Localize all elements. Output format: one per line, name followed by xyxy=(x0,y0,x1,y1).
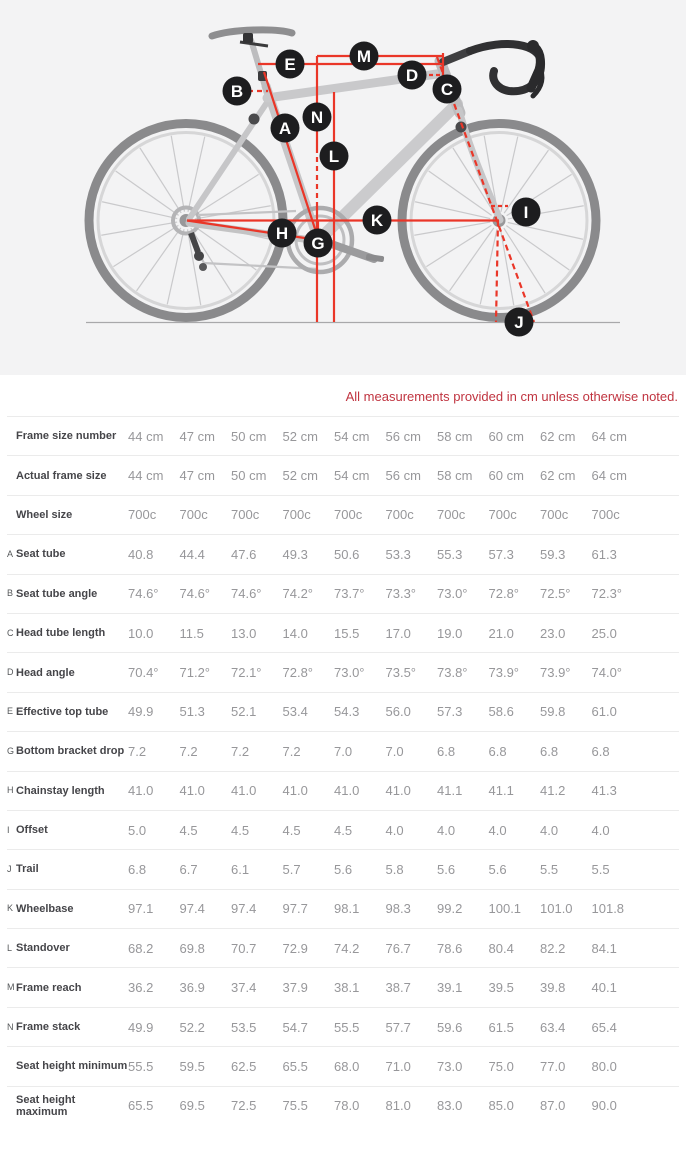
cell-value: 41.2 xyxy=(540,783,566,799)
cell-value: 56.0 xyxy=(385,704,411,720)
row-label: Trail xyxy=(16,863,39,876)
cell-value: 73.0 xyxy=(437,1058,463,1074)
cell-value: 68.2 xyxy=(128,940,154,956)
cell-value: 98.3 xyxy=(385,901,411,917)
svg-text:I: I xyxy=(523,203,529,222)
svg-text:C: C xyxy=(440,80,454,99)
cell-value: 40.1 xyxy=(591,980,617,996)
svg-text:G: G xyxy=(311,234,325,253)
diagram-label-K xyxy=(363,206,392,235)
cell-value: 74.6° xyxy=(128,586,159,602)
row-letter: K xyxy=(7,903,14,914)
cell-value: 74.2 xyxy=(334,940,360,956)
row-label: Effective top tube xyxy=(16,705,109,718)
row-letter: C xyxy=(7,627,14,638)
row-letter: B xyxy=(7,588,14,599)
cell-value: 5.8 xyxy=(385,861,404,877)
cell-value: 53.3 xyxy=(385,546,411,562)
cell-value: 59.5 xyxy=(179,1058,205,1074)
table-row xyxy=(7,1007,679,1046)
cell-value: 81.0 xyxy=(385,1098,411,1114)
cell-value: 39.8 xyxy=(540,980,566,996)
table-row xyxy=(7,849,679,888)
cell-value: 47.6 xyxy=(231,546,257,562)
cell-value: 54 cm xyxy=(334,468,370,484)
cell-value: 80.0 xyxy=(591,1058,617,1074)
row-header xyxy=(7,470,128,482)
cell-value: 5.5 xyxy=(591,861,610,877)
diagram-label-N xyxy=(303,103,332,132)
cell-value: 15.5 xyxy=(334,625,360,641)
cell-value: 700c xyxy=(128,507,157,523)
cell-value: 6.7 xyxy=(179,861,198,877)
cell-value: 52.1 xyxy=(231,704,257,720)
cell-value: 97.4 xyxy=(231,901,257,917)
diagram-label-J xyxy=(505,308,534,337)
cell-value: 7.2 xyxy=(179,743,198,759)
table-row xyxy=(7,652,679,691)
row-label: Standover xyxy=(16,942,70,955)
svg-text:N: N xyxy=(310,108,324,127)
cell-value: 5.6 xyxy=(334,861,353,877)
cell-value: 700c xyxy=(334,507,363,523)
cell-value: 4.0 xyxy=(591,822,610,838)
cell-value: 72.9 xyxy=(282,940,308,956)
row-label: Bottom bracket drop xyxy=(16,745,125,758)
row-header xyxy=(7,1094,128,1118)
row-letter: A xyxy=(7,548,14,559)
row-header xyxy=(7,785,128,797)
cell-value: 4.0 xyxy=(437,822,456,838)
table-row xyxy=(7,495,679,534)
cell-value: 4.5 xyxy=(334,822,353,838)
cell-value: 39.1 xyxy=(437,980,463,996)
cell-value: 41.0 xyxy=(128,783,154,799)
cell-value: 41.0 xyxy=(334,783,360,799)
cell-value: 38.1 xyxy=(334,980,360,996)
cell-value: 63.4 xyxy=(540,1019,566,1035)
row-label: Head angle xyxy=(16,666,75,679)
cell-value: 58 cm xyxy=(437,468,473,484)
svg-text:M: M xyxy=(356,47,372,66)
cell-value: 47 cm xyxy=(179,428,215,444)
row-label: Wheel size xyxy=(16,508,73,521)
svg-text:E: E xyxy=(284,55,296,74)
cell-value: 57.7 xyxy=(385,1019,411,1035)
svg-text:B: B xyxy=(230,82,244,101)
cell-value: 71.0 xyxy=(385,1058,411,1074)
cell-value: 75.0 xyxy=(488,1058,514,1074)
cell-value: 62 cm xyxy=(540,468,576,484)
cell-value: 23.0 xyxy=(540,625,566,641)
cell-value: 6.8 xyxy=(488,743,507,759)
row-letter: J xyxy=(7,863,12,874)
cell-value: 60 cm xyxy=(488,468,524,484)
cell-value: 21.0 xyxy=(488,625,514,641)
cell-value: 7.0 xyxy=(334,743,353,759)
cell-value: 700c xyxy=(231,507,260,523)
cell-value: 65.5 xyxy=(282,1058,308,1074)
cell-value: 78.6 xyxy=(437,940,463,956)
cell-value: 49.9 xyxy=(128,704,154,720)
cell-value: 100.1 xyxy=(488,901,522,917)
cell-value: 52.2 xyxy=(179,1019,205,1035)
cell-value: 6.1 xyxy=(231,861,250,877)
row-label: Offset xyxy=(16,824,48,837)
cell-value: 38.7 xyxy=(385,980,411,996)
cell-value: 4.5 xyxy=(282,822,301,838)
cell-value: 78.0 xyxy=(334,1098,360,1114)
cell-value: 59.8 xyxy=(540,704,566,720)
diagram-label-I xyxy=(512,198,541,227)
cell-value: 7.2 xyxy=(231,743,250,759)
row-letter: L xyxy=(7,942,13,953)
cell-value: 5.5 xyxy=(540,861,559,877)
cell-value: 61.3 xyxy=(591,546,617,562)
cell-value: 41.1 xyxy=(437,783,463,799)
cell-value: 19.0 xyxy=(437,625,463,641)
row-label: Actual frame size xyxy=(16,469,107,482)
cell-value: 60 cm xyxy=(488,428,524,444)
bike-geometry-diagram xyxy=(0,0,686,375)
diagram-label-B xyxy=(223,77,252,106)
cell-value: 6.8 xyxy=(128,861,147,877)
diagram-label-D xyxy=(398,61,427,90)
row-header xyxy=(7,1021,128,1033)
cell-value: 77.0 xyxy=(540,1058,566,1074)
cell-value: 74.0° xyxy=(591,665,623,681)
cell-value: 54.7 xyxy=(282,1019,308,1035)
cell-value: 57.3 xyxy=(437,704,463,720)
cell-value: 99.2 xyxy=(437,901,463,917)
row-letter: M xyxy=(7,982,15,993)
cell-value: 36.9 xyxy=(179,980,205,996)
cell-value: 5.6 xyxy=(437,861,456,877)
cell-value: 4.5 xyxy=(231,822,250,838)
row-letter: E xyxy=(7,706,14,717)
row-label: Chainstay length xyxy=(16,784,105,797)
cell-value: 73.5° xyxy=(385,665,417,681)
cell-value: 55.5 xyxy=(334,1019,360,1035)
cell-value: 41.0 xyxy=(179,783,205,799)
cell-value: 70.4° xyxy=(128,665,159,681)
cell-value: 10.0 xyxy=(128,625,154,641)
cell-value: 36.2 xyxy=(128,980,154,996)
row-label: Seat tube angle xyxy=(16,587,98,600)
cell-value: 56 cm xyxy=(385,428,421,444)
row-label: Seat tube xyxy=(16,548,66,561)
cell-value: 49.9 xyxy=(128,1019,154,1035)
cell-value: 97.7 xyxy=(282,901,308,917)
cell-value: 74.6° xyxy=(179,586,211,602)
cell-value: 44 cm xyxy=(128,468,164,484)
row-letter: N xyxy=(7,1021,14,1032)
cell-value: 39.5 xyxy=(488,980,514,996)
cell-value: 59.6 xyxy=(437,1019,463,1035)
row-header xyxy=(7,548,128,560)
cell-value: 62.5 xyxy=(231,1058,257,1074)
svg-text:K: K xyxy=(370,211,384,230)
cell-value: 44 cm xyxy=(128,428,164,444)
cell-value: 97.4 xyxy=(179,901,205,917)
row-header xyxy=(7,706,128,718)
cell-value: 49.3 xyxy=(282,546,308,562)
row-header xyxy=(7,509,128,521)
cell-value: 700c xyxy=(282,507,311,523)
cell-value: 41.0 xyxy=(231,783,257,799)
cell-value: 73.9° xyxy=(488,665,520,681)
cell-value: 37.4 xyxy=(231,980,257,996)
cell-value: 61.0 xyxy=(591,704,617,720)
row-label: Frame reach xyxy=(16,981,82,994)
cell-value: 47 cm xyxy=(179,468,215,484)
cell-value: 41.3 xyxy=(591,783,617,799)
cell-value: 73.0° xyxy=(437,586,468,602)
row-header xyxy=(7,667,128,679)
cell-value: 72.5° xyxy=(540,586,571,602)
table-row xyxy=(7,1086,679,1125)
cell-value: 53.5 xyxy=(231,1019,257,1035)
cell-value: 5.0 xyxy=(128,822,147,838)
cell-value: 70.7 xyxy=(231,940,257,956)
cell-value: 62 cm xyxy=(540,428,576,444)
cell-value: 84.1 xyxy=(591,940,617,956)
row-letter: H xyxy=(7,785,14,796)
table-row xyxy=(7,771,679,810)
diagram-label-M xyxy=(350,42,379,71)
cell-value: 90.0 xyxy=(591,1098,617,1114)
cell-value: 73.9° xyxy=(540,665,571,681)
table-row xyxy=(7,810,679,849)
cell-value: 65.4 xyxy=(591,1019,617,1035)
cell-value: 58 cm xyxy=(437,428,473,444)
cell-value: 57.3 xyxy=(488,546,514,562)
cell-value: 72.8° xyxy=(488,586,520,602)
cell-value: 6.8 xyxy=(437,743,456,759)
table-row xyxy=(7,731,679,770)
row-letter: D xyxy=(7,667,14,678)
diagram-label-A xyxy=(271,114,300,143)
cell-value: 56 cm xyxy=(385,468,421,484)
row-header xyxy=(7,430,128,442)
cell-value: 82.2 xyxy=(540,940,566,956)
cell-value: 69.5 xyxy=(179,1098,205,1114)
cell-value: 50 cm xyxy=(231,428,267,444)
cell-value: 54.3 xyxy=(334,704,360,720)
cell-value: 4.0 xyxy=(385,822,404,838)
cell-value: 74.6° xyxy=(231,586,262,602)
cell-value: 5.7 xyxy=(282,861,301,877)
cell-value: 65.5 xyxy=(128,1098,154,1114)
saddle xyxy=(212,30,292,46)
cell-value: 72.1° xyxy=(231,665,262,681)
table-row xyxy=(7,613,679,652)
cell-value: 4.0 xyxy=(540,822,559,838)
cell-value: 17.0 xyxy=(385,625,411,641)
cell-value: 7.2 xyxy=(128,743,147,759)
diagram-label-C xyxy=(433,75,462,104)
row-header xyxy=(7,903,128,915)
cell-value: 41.0 xyxy=(385,783,411,799)
cell-value: 51.3 xyxy=(179,704,205,720)
cell-value: 40.8 xyxy=(128,546,154,562)
cell-value: 55.3 xyxy=(437,546,463,562)
cell-value: 25.0 xyxy=(591,625,617,641)
table-row xyxy=(7,534,679,573)
cell-value: 72.3° xyxy=(591,586,623,602)
cell-value: 87.0 xyxy=(540,1098,566,1114)
cell-value: 72.8° xyxy=(282,665,314,681)
cell-value: 59.3 xyxy=(540,546,566,562)
table-row xyxy=(7,692,679,731)
cell-value: 53.4 xyxy=(282,704,308,720)
row-header xyxy=(7,863,128,875)
cell-value: 700c xyxy=(488,507,517,523)
cell-value: 101.0 xyxy=(540,901,573,917)
cell-value: 75.5 xyxy=(282,1098,308,1114)
cell-value: 58.6 xyxy=(488,704,514,720)
cell-value: 700c xyxy=(591,507,620,523)
svg-text:H: H xyxy=(275,224,289,243)
row-label: Head tube length xyxy=(16,627,106,640)
row-label: Seat height minimum xyxy=(16,1060,128,1073)
cell-value: 101.8 xyxy=(591,901,625,917)
cell-value: 41.0 xyxy=(282,783,308,799)
cell-value: 6.8 xyxy=(540,743,559,759)
cell-value: 61.5 xyxy=(488,1019,514,1035)
cell-value: 11.5 xyxy=(179,625,204,641)
diagram-label-H xyxy=(268,219,297,248)
cell-value: 700c xyxy=(437,507,466,523)
diagram-area xyxy=(0,0,686,375)
cell-value: 44.4 xyxy=(179,546,205,562)
cell-value: 64 cm xyxy=(591,428,627,444)
cell-value: 700c xyxy=(540,507,569,523)
table-row xyxy=(7,889,679,928)
svg-text:D: D xyxy=(405,66,419,85)
cell-value: 74.2° xyxy=(282,586,314,602)
cell-value: 83.0 xyxy=(437,1098,463,1114)
row-letter: I xyxy=(7,824,10,835)
cell-value: 37.9 xyxy=(282,980,308,996)
cell-value: 55.5 xyxy=(128,1058,154,1074)
cell-value: 97.1 xyxy=(128,901,154,917)
table-row xyxy=(7,1046,679,1085)
cell-value: 4.5 xyxy=(179,822,198,838)
diagram-label-L xyxy=(320,142,349,171)
cell-value: 14.0 xyxy=(282,625,308,641)
cell-value: 76.7 xyxy=(385,940,411,956)
cell-value: 5.6 xyxy=(488,861,507,877)
diagram-label-G xyxy=(304,229,333,258)
cell-value: 72.5 xyxy=(231,1098,257,1114)
cell-value: 4.0 xyxy=(488,822,507,838)
cell-value: 69.8 xyxy=(179,940,205,956)
cell-value: 98.1 xyxy=(334,901,360,917)
rear-brake xyxy=(249,114,260,125)
row-header xyxy=(7,627,128,639)
cell-value: 52 cm xyxy=(282,428,318,444)
cell-value: 54 cm xyxy=(334,428,370,444)
row-header xyxy=(7,942,128,954)
row-letter: G xyxy=(7,745,15,756)
cell-value: 700c xyxy=(179,507,208,523)
svg-text:J: J xyxy=(514,313,524,332)
row-label: Frame stack xyxy=(16,1021,81,1034)
table-row xyxy=(7,574,679,613)
table-row xyxy=(7,967,679,1006)
cell-value: 6.8 xyxy=(591,743,610,759)
row-header xyxy=(7,982,128,994)
row-header xyxy=(7,824,128,836)
table-row xyxy=(7,928,679,967)
row-header xyxy=(7,745,128,757)
cell-value: 7.2 xyxy=(282,743,301,759)
cell-value: 80.4 xyxy=(488,940,514,956)
row-label: Frame size number xyxy=(16,430,117,443)
cell-value: 41.1 xyxy=(488,783,514,799)
svg-text:A: A xyxy=(278,119,292,138)
row-label: Seat height maximum xyxy=(16,1093,76,1118)
svg-text:L: L xyxy=(328,147,340,166)
geometry-table xyxy=(7,416,679,1125)
table-row xyxy=(7,416,679,455)
line-hub-vertical-J xyxy=(496,221,498,323)
measurement-note: All measurements provided in cm unless otherwise noted. xyxy=(345,389,678,404)
cell-value: 68.0 xyxy=(334,1058,360,1074)
cell-value: 73.0° xyxy=(334,665,365,681)
cell-value: 50.6 xyxy=(334,546,360,562)
row-header xyxy=(7,588,128,600)
diagram-label-E xyxy=(276,50,305,79)
cell-value: 64 cm xyxy=(591,468,627,484)
cell-value: 73.3° xyxy=(385,586,417,602)
cell-value: 85.0 xyxy=(488,1098,514,1114)
row-label: Wheelbase xyxy=(16,902,74,915)
cell-value: 73.7° xyxy=(334,586,365,602)
cell-value: 73.8° xyxy=(437,665,468,681)
table-row xyxy=(7,455,679,494)
cell-value: 52 cm xyxy=(282,468,318,484)
cell-value: 50 cm xyxy=(231,468,267,484)
cell-value: 700c xyxy=(385,507,414,523)
cell-value: 71.2° xyxy=(179,665,211,681)
row-header xyxy=(7,1060,128,1072)
cell-value: 7.0 xyxy=(385,743,404,759)
cell-value: 13.0 xyxy=(231,625,257,641)
